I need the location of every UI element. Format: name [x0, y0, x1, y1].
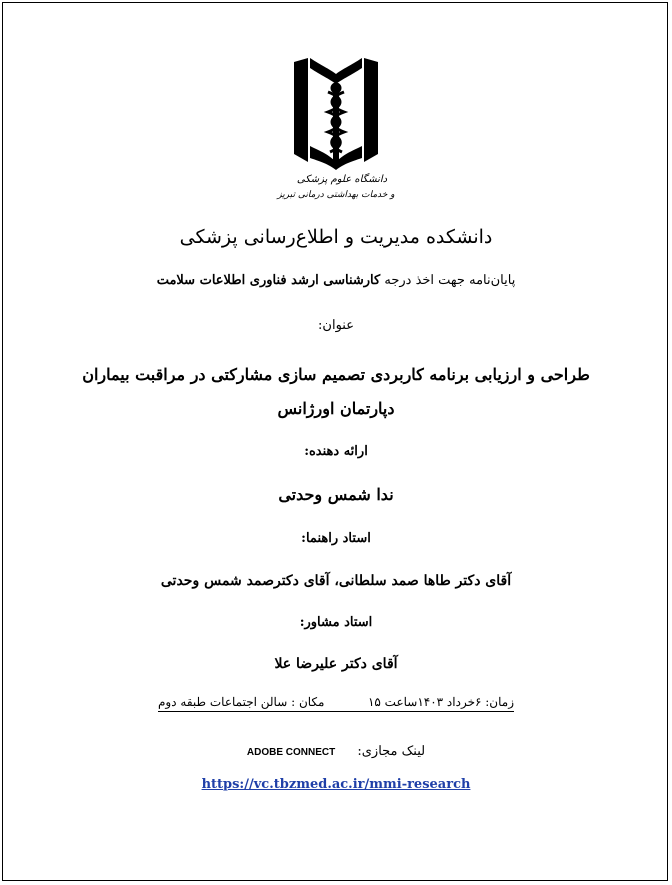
- link-line: [0, 777, 672, 792]
- virtual-label: لینک مجازی:: [357, 744, 426, 759]
- thesis-title: طراحی و ارزیابی برنامه کاربردی تصمیم سازی مشارکتی در مراقبت بیماران دپارتمان اورژانس: [82, 365, 590, 418]
- event-location: مکان : سالن اجتماعات طبقه دوم: [158, 695, 325, 709]
- schedule-line: [158, 695, 514, 712]
- consultant-label: استاد مشاور:: [299, 615, 373, 630]
- university-logo-icon: [277, 54, 395, 204]
- logo-caption-line1: دانشگاه علوم پزشکی: [296, 174, 388, 185]
- event-time: زمان: ۶خرداد ۱۴۰۳ساعت ۱۵: [367, 695, 514, 709]
- degree-program: کارشناسی ارشد فناوری اطلاعات سلامت: [156, 273, 381, 288]
- platform-name: ADOBE CONNECT: [246, 747, 336, 758]
- meeting-link[interactable]: https://vc.tbzmed.ac.ir/mmi-research: [201, 777, 471, 792]
- presenter-label: ارائه دهنده:: [304, 444, 368, 459]
- advisor-label: استاد راهنما:: [301, 531, 371, 546]
- degree-prefix: پایان‌نامه جهت اخذ درجه: [384, 273, 516, 288]
- advisor-names: آقای دکتر طاها صمد سلطانی، آقای دکترصمد شمس وحدتی: [160, 573, 512, 589]
- subject-label: عنوان:: [318, 318, 354, 333]
- degree-line: [0, 273, 672, 288]
- virtual-line: [0, 744, 672, 759]
- consultant-name: آقای دکتر علیرضا علا: [274, 656, 398, 672]
- presenter-name: ندا شمس وحدتی: [278, 485, 394, 504]
- logo-caption-line2: و خدمات بهداشتی درمانی تبریز: [277, 190, 395, 200]
- faculty-name: دانشکده مدیریت و اطلاع‌رسانی پزشکی: [179, 226, 493, 248]
